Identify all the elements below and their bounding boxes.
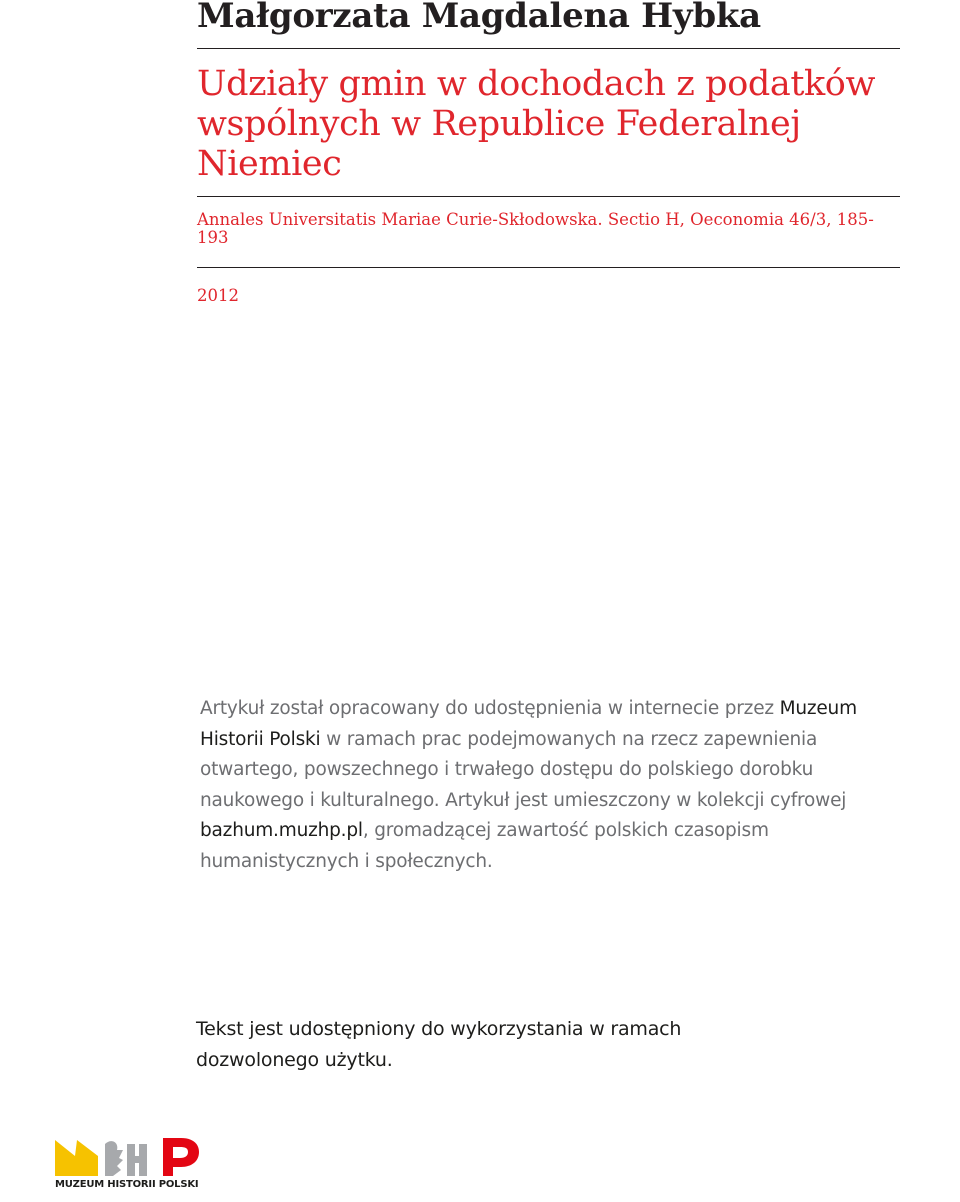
access-notice [200,694,890,877]
divider-line [197,48,900,49]
publication-year: 2012 [197,286,239,305]
divider-line [197,267,900,268]
author-name: Małgorzata Magdalena Hybka [197,0,761,36]
notice-end: , gromadzącej zawartość polskich czasopism humanistycznych i społecznych. [200,820,769,872]
notice-intro: Artykuł został opracowany do udostępnienia w internecie przez [200,698,780,719]
article-title: Udziały gmin w dochodach z podatków wspólnych w Republice Federalnej Niemiec [197,64,876,184]
source-citation: Annales Universitatis Mariae Curie-Skłodowska. Sectio H, Oeconomia 46/3, 185-193 [197,210,874,247]
divider-line [197,196,900,197]
logo-caption: MUZEUM HISTORII POLSKI [55,1179,199,1190]
logo-red-p [163,1138,199,1176]
institution-name: Muzeum Historii Polski [200,698,857,750]
logo-yellow-crown [55,1140,98,1176]
notice-middle: w ramach prac podejmowanych na rzecz zapewnienia otwartego, powszechnego i trwałego dostępu do polskiego dorobku naukowego i kulturalnego. Artykuł jest umieszczony w kolekcji cyfrowej [200,728,847,811]
usage-notice: Tekst jest udostępniony do wykorzystania w ramach dozwolonego użytku. [196,1018,682,1071]
logo-gray-eagle [105,1141,123,1176]
logo-gray-crossbar [127,1156,147,1163]
collection-link[interactable]: bazhum.muzhp.pl [200,820,363,841]
